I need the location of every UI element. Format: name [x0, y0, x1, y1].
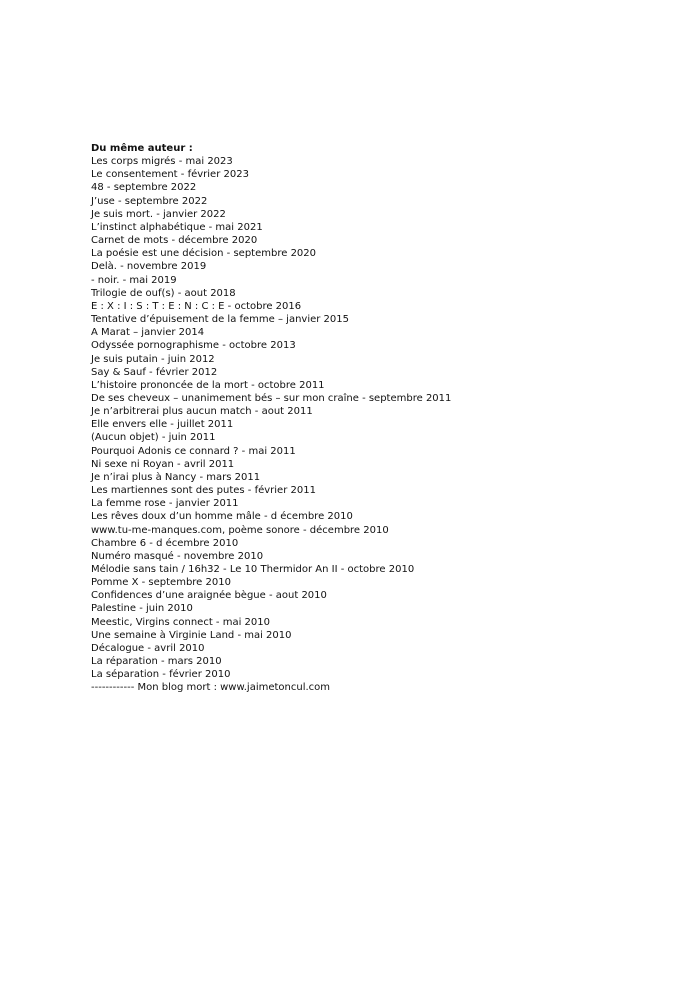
work-entry: Les corps migrés - mai 2023 [91, 156, 233, 168]
work-entry: Les rêves doux d’un homme mâle - d écembre 2010 [91, 511, 353, 523]
work-entry: La femme rose - janvier 2011 [91, 498, 239, 510]
work-entry: Carnet de mots - décembre 2020 [91, 235, 258, 247]
work-entry: Je n’arbitrerai plus aucun match - aout 2011 [91, 406, 313, 418]
work-entry: Une semaine à Virginie Land - mai 2010 [91, 629, 292, 641]
work-entry: Je suis putain - juin 2012 [91, 353, 215, 365]
work-entry: 48 - septembre 2022 [91, 182, 197, 194]
work-entry: Pourquoi Adonis ce connard ? - mai 2011 [91, 445, 296, 457]
work-entry: (Aucun objet) - juin 2011 [91, 432, 216, 444]
work-entry: Je suis mort. - janvier 2022 [91, 208, 226, 220]
work-entry: Je n’irai plus à Nancy - mars 2011 [91, 471, 261, 483]
work-entry: De ses cheveux – unanimement bés – sur mon craîne - septembre 2011 [91, 392, 452, 404]
work-entry: Ni sexe ni Royan - avril 2011 [91, 458, 235, 470]
work-entry: La réparation - mars 2010 [91, 656, 222, 668]
work-entry: Numéro masqué - novembre 2010 [91, 550, 264, 562]
bibliography-block [91, 142, 651, 695]
work-entry: L’instinct alphabétique - mai 2021 [91, 221, 263, 233]
work-entry: Trilogie de ouf(s) - aout 2018 [91, 287, 236, 299]
work-entry: Confidences d’une araignée bègue - aout 2010 [91, 590, 327, 602]
work-entry: Odyssée pornographisme - octobre 2013 [91, 340, 296, 352]
work-entry: Décalogue - avril 2010 [91, 642, 205, 654]
work-entry: La poésie est une décision - septembre 2020 [91, 248, 317, 260]
work-entry: L’histoire prononcée de la mort - octobre 2011 [91, 379, 325, 391]
work-entry: Say & Sauf - février 2012 [91, 366, 218, 378]
work-entry: Le consentement - février 2023 [91, 169, 249, 181]
blog-footer-line: ------------ Mon blog mort : www.jaimetoncul.com [91, 682, 331, 694]
work-entry: La séparation - février 2010 [91, 669, 231, 681]
work-entry: Chambre 6 - d écembre 2010 [91, 537, 239, 549]
work-entry: www.tu-me-manques.com, poème sonore - décembre 2010 [91, 524, 389, 536]
work-entry: - noir. - mai 2019 [91, 274, 177, 286]
works-list [91, 155, 651, 681]
work-entry: Elle envers elle - juillet 2011 [91, 419, 234, 431]
work-entry: J’use - septembre 2022 [91, 195, 208, 207]
work-entry: Pomme X - septembre 2010 [91, 577, 231, 589]
work-entry: Tentative d’épuisement de la femme – janvier 2015 [91, 314, 349, 326]
work-entry: Mélodie sans tain / 16h32 - Le 10 Thermidor An II - octobre 2010 [91, 564, 415, 575]
section-heading: Du même auteur : [91, 143, 193, 154]
work-entry: E : X : I : S : T : E : N : C : E - octobre 2016 [91, 300, 302, 312]
work-entry: Meestic, Virgins connect - mai 2010 [91, 616, 270, 628]
work-entry: A Marat – janvier 2014 [91, 327, 205, 339]
work-entry: Les martiennes sont des putes - février 2011 [91, 485, 316, 497]
work-entry: Palestine - juin 2010 [91, 603, 193, 615]
work-entry: Delà. - novembre 2019 [91, 261, 207, 273]
